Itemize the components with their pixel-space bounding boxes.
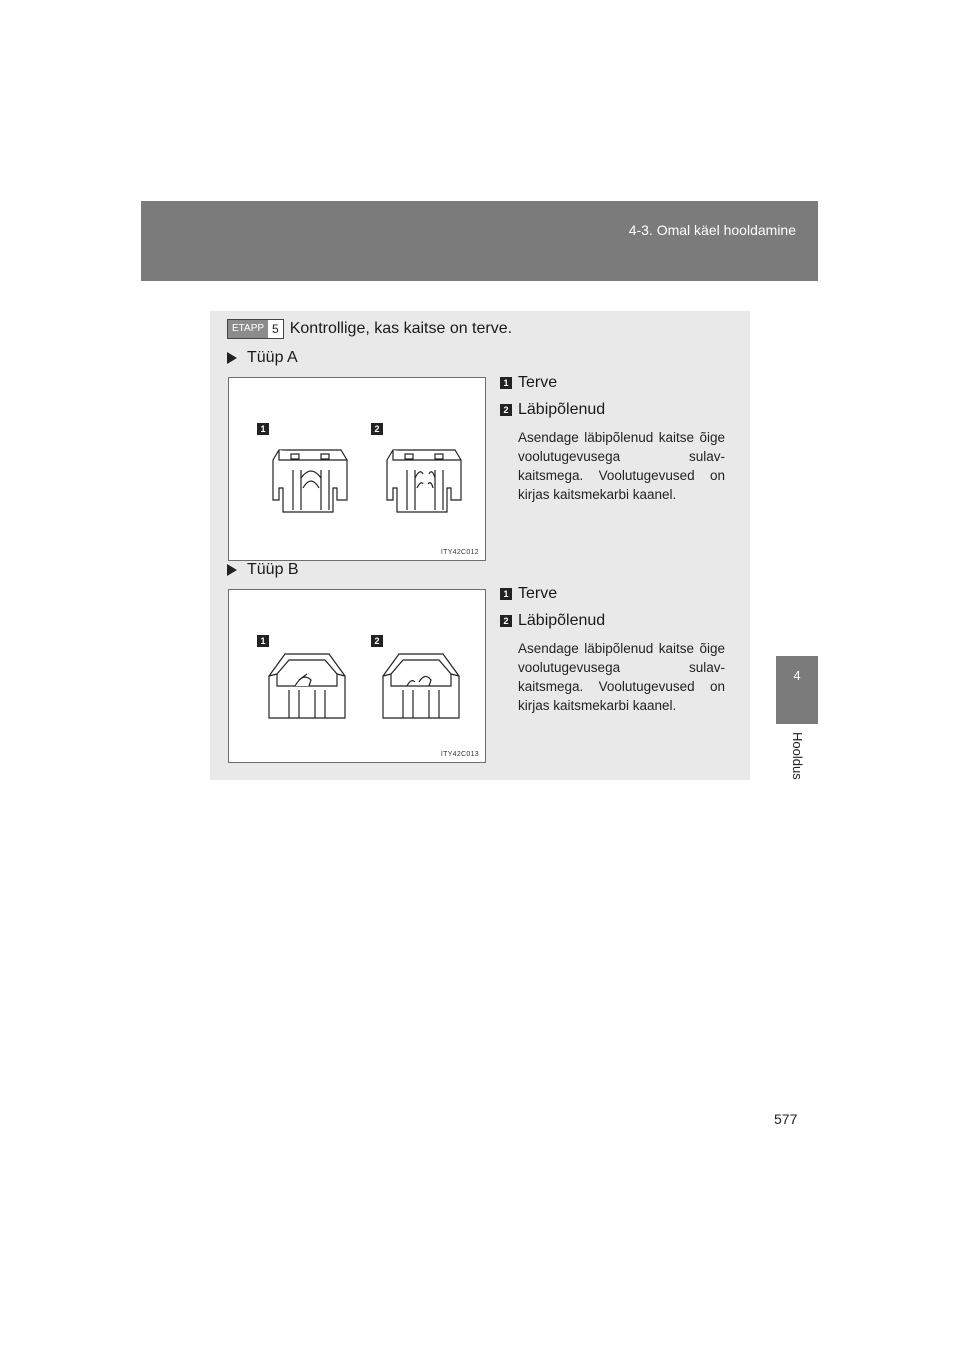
legend-item bbox=[500, 401, 725, 419]
legend-text: Terve bbox=[518, 585, 558, 602]
page-number: 577 bbox=[774, 1111, 798, 1127]
cartridge-fuse-illustration bbox=[229, 590, 485, 762]
chapter-side-label bbox=[776, 732, 818, 792]
figure-callout-2: 2 bbox=[371, 635, 383, 647]
triangle-bullet-icon bbox=[227, 352, 237, 364]
blade-fuse-illustration bbox=[229, 378, 485, 560]
type-b-label: Tüüp B bbox=[247, 561, 299, 578]
step-heading bbox=[227, 319, 512, 339]
section-header-band bbox=[141, 201, 818, 281]
chapter-tab bbox=[776, 656, 818, 724]
legend-text: Läbipõlenud bbox=[518, 401, 606, 418]
type-a-heading bbox=[227, 349, 298, 367]
legend-number: 1 bbox=[500, 377, 512, 389]
type-b-heading bbox=[227, 561, 299, 579]
legend-item bbox=[500, 585, 725, 603]
type-a-figure bbox=[228, 377, 486, 561]
step-badge-word: ETAPP bbox=[228, 320, 268, 338]
legend-item bbox=[500, 374, 725, 392]
figure-callout-1: 1 bbox=[257, 423, 269, 435]
type-a-label: Tüüp A bbox=[247, 349, 298, 366]
type-b-legend bbox=[500, 585, 725, 715]
legend-text: Läbipõlenud bbox=[518, 612, 606, 629]
figure-code: ITY42C013 bbox=[440, 751, 479, 758]
type-b-figure bbox=[228, 589, 486, 763]
figure-callout-1: 1 bbox=[257, 635, 269, 647]
legend-note: Asendage läbipõlenud kaitse õige voolutugevusega sulav-kaitsmega. Voolutugevused on kirjas kaitsmekarbi kaanel. bbox=[518, 641, 725, 713]
legend-note: Asendage läbipõlenud kaitse õige voolutugevusega sulav-kaitsmega. Voolutugevused on kirjas kaitsmekarbi kaanel. bbox=[518, 430, 725, 502]
chapter-number: 4 bbox=[793, 668, 801, 683]
content-panel bbox=[210, 311, 750, 780]
step-instruction: Kontrollige, kas kaitse on terve. bbox=[289, 320, 513, 337]
legend-text: Terve bbox=[518, 374, 558, 391]
step-badge-number: 5 bbox=[272, 322, 279, 336]
chapter-label: Hooldus bbox=[790, 732, 805, 780]
legend-item bbox=[500, 612, 725, 630]
legend-number: 1 bbox=[500, 588, 512, 600]
figure-callout-2: 2 bbox=[371, 423, 383, 435]
step-badge bbox=[227, 319, 284, 339]
legend-number: 2 bbox=[500, 615, 512, 627]
legend-number: 2 bbox=[500, 404, 512, 416]
triangle-bullet-icon bbox=[227, 564, 237, 576]
section-title: 4-3. Omal käel hooldamine bbox=[628, 222, 796, 238]
type-a-legend bbox=[500, 374, 725, 504]
figure-code: ITY42C012 bbox=[440, 549, 479, 556]
